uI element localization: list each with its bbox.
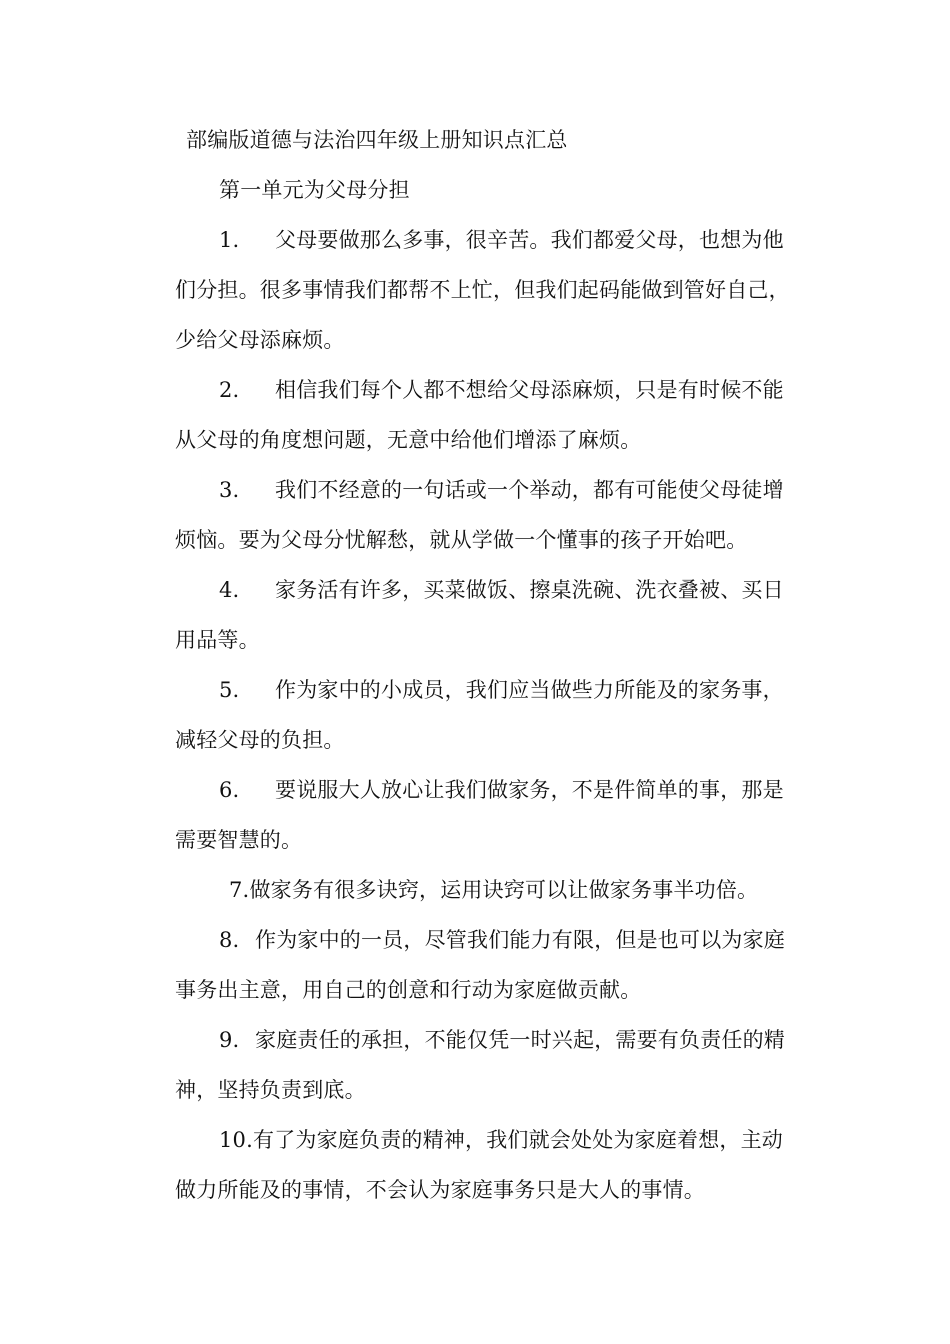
item-text: 父母要做那么多事，很辛苦。我们都爱父母，也想为他 xyxy=(275,228,784,252)
item-text: 我们不经意的一句话或一个举动，都有可能使父母徒增 xyxy=(275,478,784,502)
item-text: 有了为家庭负责的精神，我们就会处处为家庭着想，主动 xyxy=(253,1128,783,1152)
list-item-1-line-3: 少给父母添麻烦。 xyxy=(175,328,345,352)
item-text: 做家务有很多诀窍，运用诀窍可以让做家务事半功倍。 xyxy=(249,878,759,902)
item-text: 相信我们每个人都不想给父母添麻烦，只是有时候不能 xyxy=(275,378,784,402)
list-item-6-line-2: 需要智慧的。 xyxy=(175,828,303,852)
list-item-8-line-1 xyxy=(219,926,859,954)
list-item-1-line-2: 们分担。很多事情我们都帮不上忙，但我们起码能做到管好自己， xyxy=(175,278,790,302)
item-number: 5. xyxy=(219,678,240,702)
list-item-1-line-1 xyxy=(219,226,859,254)
item-number: 10. xyxy=(219,1128,253,1152)
item-text: 要说服大人放心让我们做家务，不是件简单的事，那是 xyxy=(275,778,784,802)
item-text: 作为家中的小成员，我们应当做些力所能及的家务事， xyxy=(275,678,784,702)
list-item-3-line-1 xyxy=(219,476,859,504)
list-item-8-line-2: 事务出主意，用自己的创意和行动为家庭做贡献。 xyxy=(175,978,642,1002)
item-number: 4. xyxy=(219,578,240,602)
list-item-7-line-1 xyxy=(229,876,869,904)
item-text: 家庭责任的承担，不能仅凭一时兴起，需要有负责任的精 xyxy=(255,1028,785,1052)
list-item-2-line-1 xyxy=(219,376,859,404)
list-item-9-line-2: 神，坚持负责到底。 xyxy=(175,1078,366,1102)
list-item-2-line-2: 从父母的角度想问题，无意中给他们增添了麻烦。 xyxy=(175,428,642,452)
item-text: 作为家中的一员，尽管我们能力有限，但是也可以为家庭 xyxy=(255,928,785,952)
item-text: 家务活有许多，买菜做饭、擦桌洗碗、洗衣叠被、买日 xyxy=(275,578,784,602)
item-number: 9. xyxy=(219,1028,240,1052)
list-item-10-line-2: 做力所能及的事情，不会认为家庭事务只是大人的事情。 xyxy=(175,1178,705,1202)
list-item-5-line-2: 减轻父母的负担。 xyxy=(175,728,345,752)
item-number: 7. xyxy=(229,878,250,902)
item-number: 6. xyxy=(219,778,240,802)
item-number: 3. xyxy=(219,478,240,502)
list-item-3-line-2: 烦恼。要为父母分忧解愁，就从学做一个懂事的孩子开始吧。 xyxy=(175,528,748,552)
item-number: 2. xyxy=(219,378,240,402)
list-item-4-line-2: 用品等。 xyxy=(175,628,260,652)
unit-heading: 第一单元为父母分担 xyxy=(219,178,410,202)
document-title: 部编版道德与法治四年级上册知识点汇总 xyxy=(186,128,568,152)
list-item-6-line-1 xyxy=(219,776,859,804)
item-number: 8. xyxy=(219,928,240,952)
list-item-4-line-1 xyxy=(219,576,859,604)
list-item-5-line-1 xyxy=(219,676,859,704)
list-item-9-line-1 xyxy=(219,1026,859,1054)
list-item-10-line-1 xyxy=(219,1126,859,1154)
item-number: 1. xyxy=(219,228,240,252)
